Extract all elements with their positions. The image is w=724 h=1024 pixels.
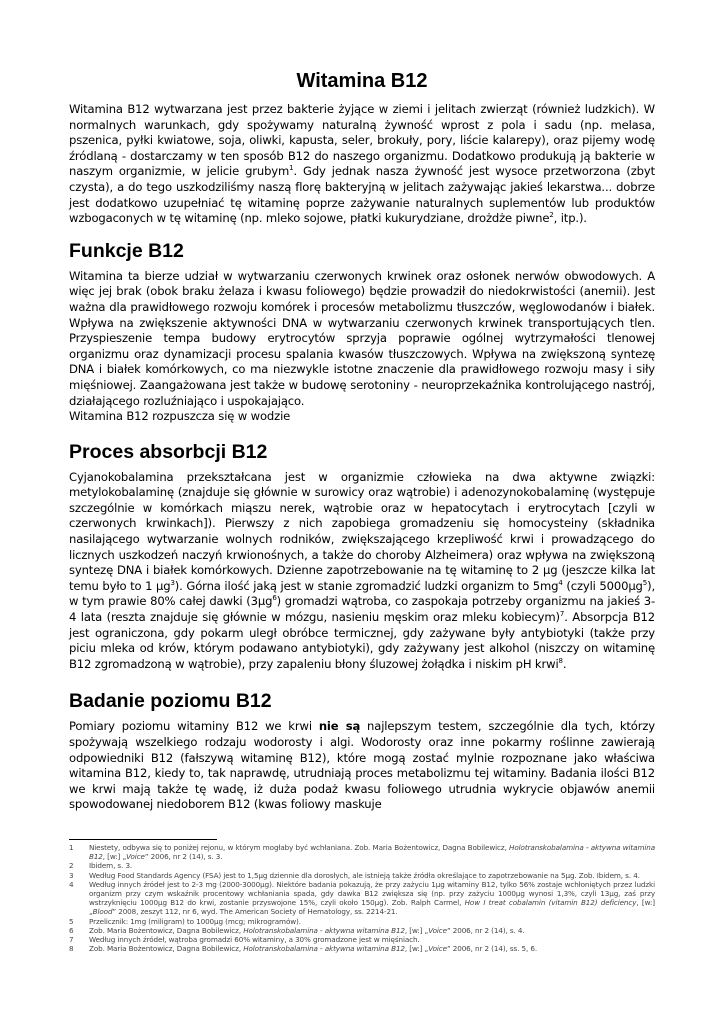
document-page	[69, 68, 655, 813]
section-heading-badanie: Badanie poziomu B12	[69, 690, 272, 713]
footnote-ref-2[interactable]: 2	[549, 211, 554, 220]
funkcje-paragraph: Witamina ta bierze udział w wytwarzaniu czerwonych krwinek oraz osłonek nerwów obwodowych. A więc jej brak (obok braku żelaza i kwasu foliowego) będzie prowadził do niedokrwistości (anemii). Jest ważna dla prawidłowego rozwoju komórek i procesów metabolizmu tłuszczów, węglowodanów i białek. Wpływa na zwiększenie aktywności DNA w wytwarzaniu czerwonych krwinek transportujących tlen. Przyspieszenie tempa budowy erytrocytów sprzyja poprawie ogólnej wytrzymałości tlenowej organizmu oraz dynamizacji procesu spalania kwasów tłuszczowych. Wpływa na zwiększoną syntezę DNA i białek komórkowych, co ma niezwykle istotne znaczenie dla prawidłowego rozwoju masy i siły mięśniowej. Zaangażowana jest także w budowę serotoniny - neuroprzekaźnika kontrolującego nastrój, działającego rozluźniająco i uspokajająco.	[69, 268, 655, 408]
footnote-ref-6[interactable]: 6	[272, 594, 277, 603]
footnote: 3 Według Food Standards Agency (FSA) jest to 1,5µg dziennie dla dorosłych, ale istnieją także źródła określające to zapotrzebowanie na 5µg. Zob. Ibidem, s. 4.	[69, 870, 640, 880]
footnote: 5 Przelicznik: 1mg (miligram) to 1000µg (mcg; mikrogramów).	[69, 916, 301, 926]
footnote: 7 Według innych źródeł, wątroba gromadzi 60% witaminy, a 30% gromadzone jest w mięśniach.	[69, 935, 420, 945]
absorbcja-paragraph: Cyjanokobalamina przekształcana jest w organizmie człowieka na dwa aktywne związki: metylokobalaminę (znajduje się głównie w surowicy oraz wątrobie) i adenozynokobalaminę (występuje szczególnie w komórkach miąszu nerek, wątrobie oraz w hepatocytach i erytrocytach [czyli w czerwonych krwinkach]). Pierwszy z nich zapobiega gromadzeniu się homocysteiny (składnika nasilającego wytwarzanie wolnych rodników, zwiększającego krzepliwość krwi i prowadzącego do licznych uszkodzeń naczyń krwionośnych, a także do choroby Alzheimera) oraz wpływa na zwiększoną syntezę DNA i białek komórkowych. Dzienne zapotrzebowanie na tę witaminę to 2 µg (jeszcze kilka lat temu było to 1 µg$^3$). Górna ilość jaką jest w stanie zgromadzić ludzki organizm to $5mg^4$ (czyli 5000µg$^5$), w tym prawie 80% całej dawki (3µg$^6$) gromadzi wątroba, co zaspokaja potrzeby organizmu na jakieś 3-4 lata (reszta znajduje się głównie w mózgu, nasieniu męskim oraz mleku kobiecym)$^7$. Absorpcja B12 jest ograniczona, gdy pokarm uległ obróbce termicznej, gdy zażywane były antybiotyki (także przy piciu mleka od krów, którym podawano antybiotyki), gdy zażywany jest alkohol (niszczy on witaminę B12 zgromadzoną w wątrobie), przy zapaleniu błony śluzowej żołądka i niskim pH krwi$^8$.	[69, 469, 656, 671]
footnote-ref-5[interactable]: 5	[642, 578, 648, 587]
footnote-ref-3[interactable]: 3	[170, 578, 175, 587]
footnote-ref-7[interactable]: 7	[559, 610, 565, 619]
footnote: 6 Zob. Maria Bożentowicz, Dagna Bobilewicz, Holotranskobalamina - aktywna witamina B12, [w:] „Voice” 2006, nr 2 (14), s. 4.	[69, 925, 525, 935]
section-heading-absorbcja: Proces absorbcji B12	[69, 440, 268, 463]
footnote-ref-1[interactable]: 1	[289, 164, 294, 173]
footnote: 2 Ibidem, s. 3.	[69, 861, 133, 871]
footnote: 4 Według innych źródeł jest to 2-3 mg (2000-3000µg). Niektóre badania pokazują, że przy zażyciu 1µg witaminy B12, tylko 56% zostaje wchłoniętych przez ludzki organizm przy czym wskaźnik procentowy wchłaniania spada, gdy dawka B12 zwiększa się (np. przy zażyciu 1000µg wynosi 1,3%, czyli 13µg, zaś przy wstrzyknięciu 1000µg B12 do krwi, zostanie przyswojone 15%, czyli około 150µg). Zob. Ralph Carmel, How I treat cobalamin (vitamin B12) deficiency, [w:] „Blood” 2008, zeszyt 112, nr 6, wyd. The American Society of Hematology, ss. 2214-21.	[69, 879, 656, 917]
footnotes	[69, 843, 655, 953]
intro-paragraph: Witamina B12 wytwarzana jest przez bakterie żyjące w ziemi i jelitach zwierząt (również ludzkich). W normalnych warunkach, gdy spożywamy naturalną żywność wprost z pola i sadu (np. melasa, pszenica, pyłki kwiatowe, soja, oliwki, kapusta, seler, brokuły, pory, liście kalarepy), oraz pijemy wodę źródlaną - dostarczamy w ten sposób B12 do naszego organizmu. Dodatkowo produkują ją bakterie w naszym organizmie, w jelicie grubym$^1$. Gdy jednak nasza żywność jest wysoce przetworzona (zbyt czysta), a do tego uszkodziliśmy naszą florę bakteryjną w jelitach zażywając jakieś lekarstwa... dobrze jest dodatkowo uzupełniać tę witaminę poprze zażywanie naturalnych suplementów lub produktów wzbogaconych w tę witaminę (np. mleko sojowe, płatki kukurydziane, drożdże piwne$^2$, itp.).	[69, 102, 655, 226]
footnote-ref-4[interactable]: 4	[558, 578, 563, 587]
footnote: 8 Zob. Maria Bożentowicz, Dagna Bobilewicz, Holotranskobalamina - aktywna witamina B12, [w:] „Voice” 2006, nr 2 (14), ss. 5, 6.	[69, 944, 538, 954]
funkcje-note: Witamina B12 rozpuszcza się w wodzie	[69, 409, 291, 424]
badanie-paragraph: Pomiary poziomu witaminy B12 we krwi nie są najlepszym testem, szczególnie dla tych, którzy spożywają wszelkiego rodzaju wodorosty i algi. Wodorosty oraz inne pokarmy roślinne zawierają odpowiedniki B12 (fałszywą witaminę B12), które mogą zostać mylnie rozpoznane jako właściwa witamina B12, kiedy to, tak naprawdę, utrudniają proces metabolizmu tej witaminy. Badania ilości B12 we krwi mają także tę wadę, iż duża podaż kwasu foliowego utrudnia wykrycie objawów anemii spowodowanej niedoborem B12 (kwas foliowy maskuje	[69, 719, 656, 812]
footnote-divider	[69, 839, 217, 840]
footnote: 1 Niestety, odbywa się to poniżej rejonu, w którym mogłaby być wchłaniana. Zob. Maria Bożentowicz, Dagna Bobilewicz, Holotranskobalamina - aktywna witamina B12, [w:] „Voice” 2006, nr 2 (14), s. 3.	[69, 843, 656, 862]
emphasis: nie są	[318, 719, 361, 734]
page-title: Witamina B12	[296, 70, 428, 92]
section-heading-funkcje: Funkcje B12	[69, 239, 184, 262]
footnote-ref-8[interactable]: 8	[558, 656, 563, 665]
